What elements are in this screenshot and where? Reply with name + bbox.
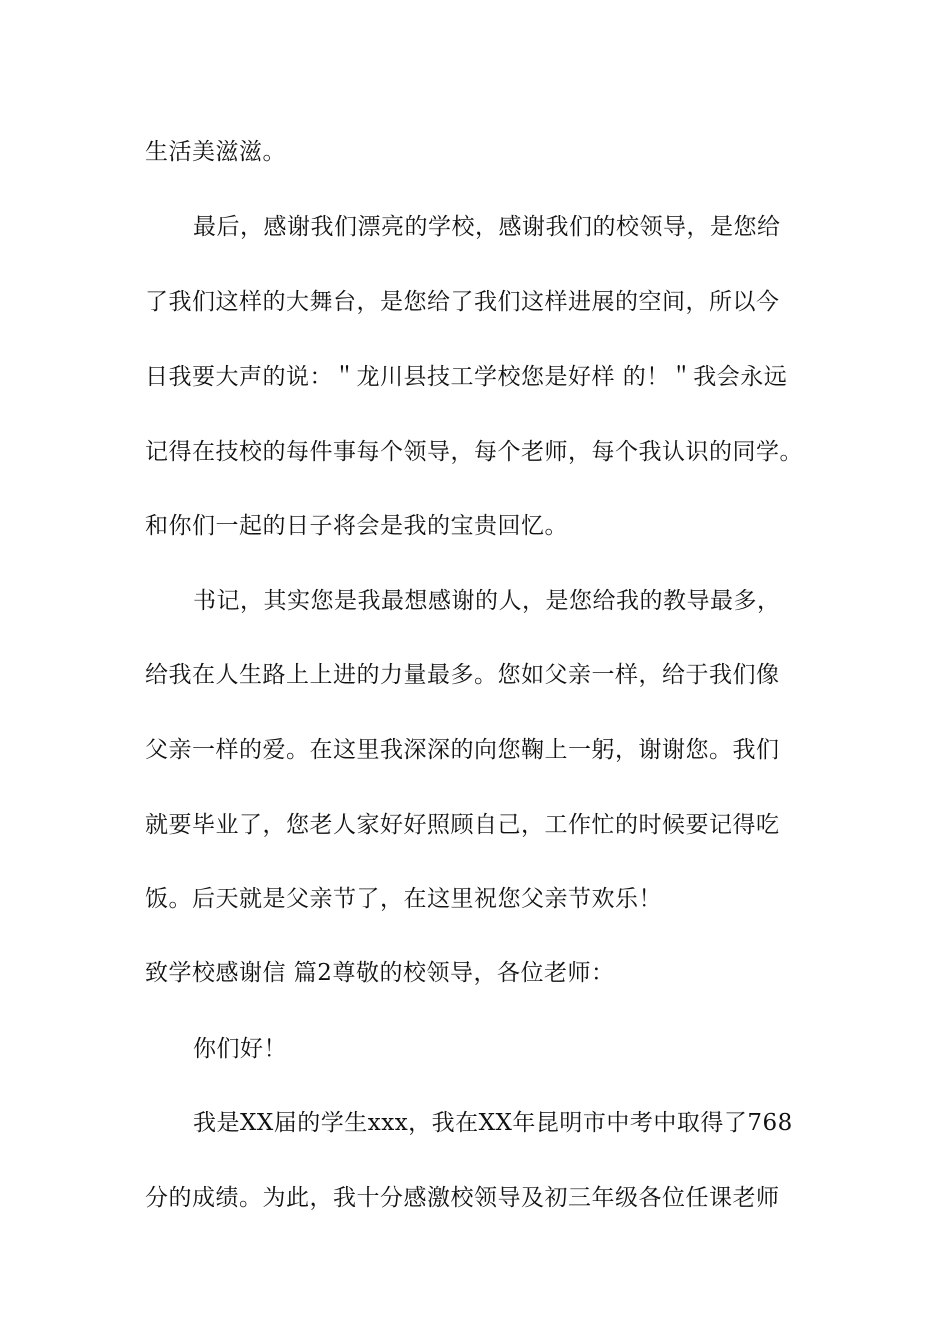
text-line: 了我们这样的大舞台，是您给了我们这样进展的空间，所以今 [145, 289, 780, 315]
text-line: 就要毕业了，您老人家好好照顾自己，工作忙的时候要记得吃 [145, 812, 780, 838]
text-line: 分的成绩。为此，我十分感激校领导及初三年级各位任课老师 [145, 1185, 780, 1211]
text-line: 和你们一起的日子将会是我的宝贵回忆。 [145, 513, 568, 539]
text-line: 生活美滋滋。 [145, 139, 286, 165]
greeting-line: 你们好！ [193, 1036, 287, 1062]
text-line: 书记，其实您是我最想感谢的人，是您给我的教导最多， [193, 588, 781, 614]
text-line: 饭。后天就是父亲节了，在这里祝您父亲节欢乐！ [145, 886, 662, 912]
section-heading: 致学校感谢信 篇2尊敬的校领导，各位老师： [145, 960, 615, 986]
text-line: 最后，感谢我们漂亮的学校，感谢我们的校领导，是您给 [193, 214, 781, 240]
text-line: 给我在人生路上上进的力量最多。您如父亲一样，给于我们像 [145, 662, 780, 688]
text-line: 日我要大声的说：＂龙川县技工学校您是好样 的！＂我会永远 [145, 364, 788, 390]
text-line: 父亲一样的爱。在这里我深深的向您鞠上一躬，谢谢您。我们 [145, 737, 780, 763]
text-line: 记得在技校的每件事每个领导，每个老师，每个我认识的同学。 [145, 439, 803, 465]
text-line: 我是XX届的学生xxx，我在XX年昆明市中考中取得了768 [193, 1110, 793, 1136]
